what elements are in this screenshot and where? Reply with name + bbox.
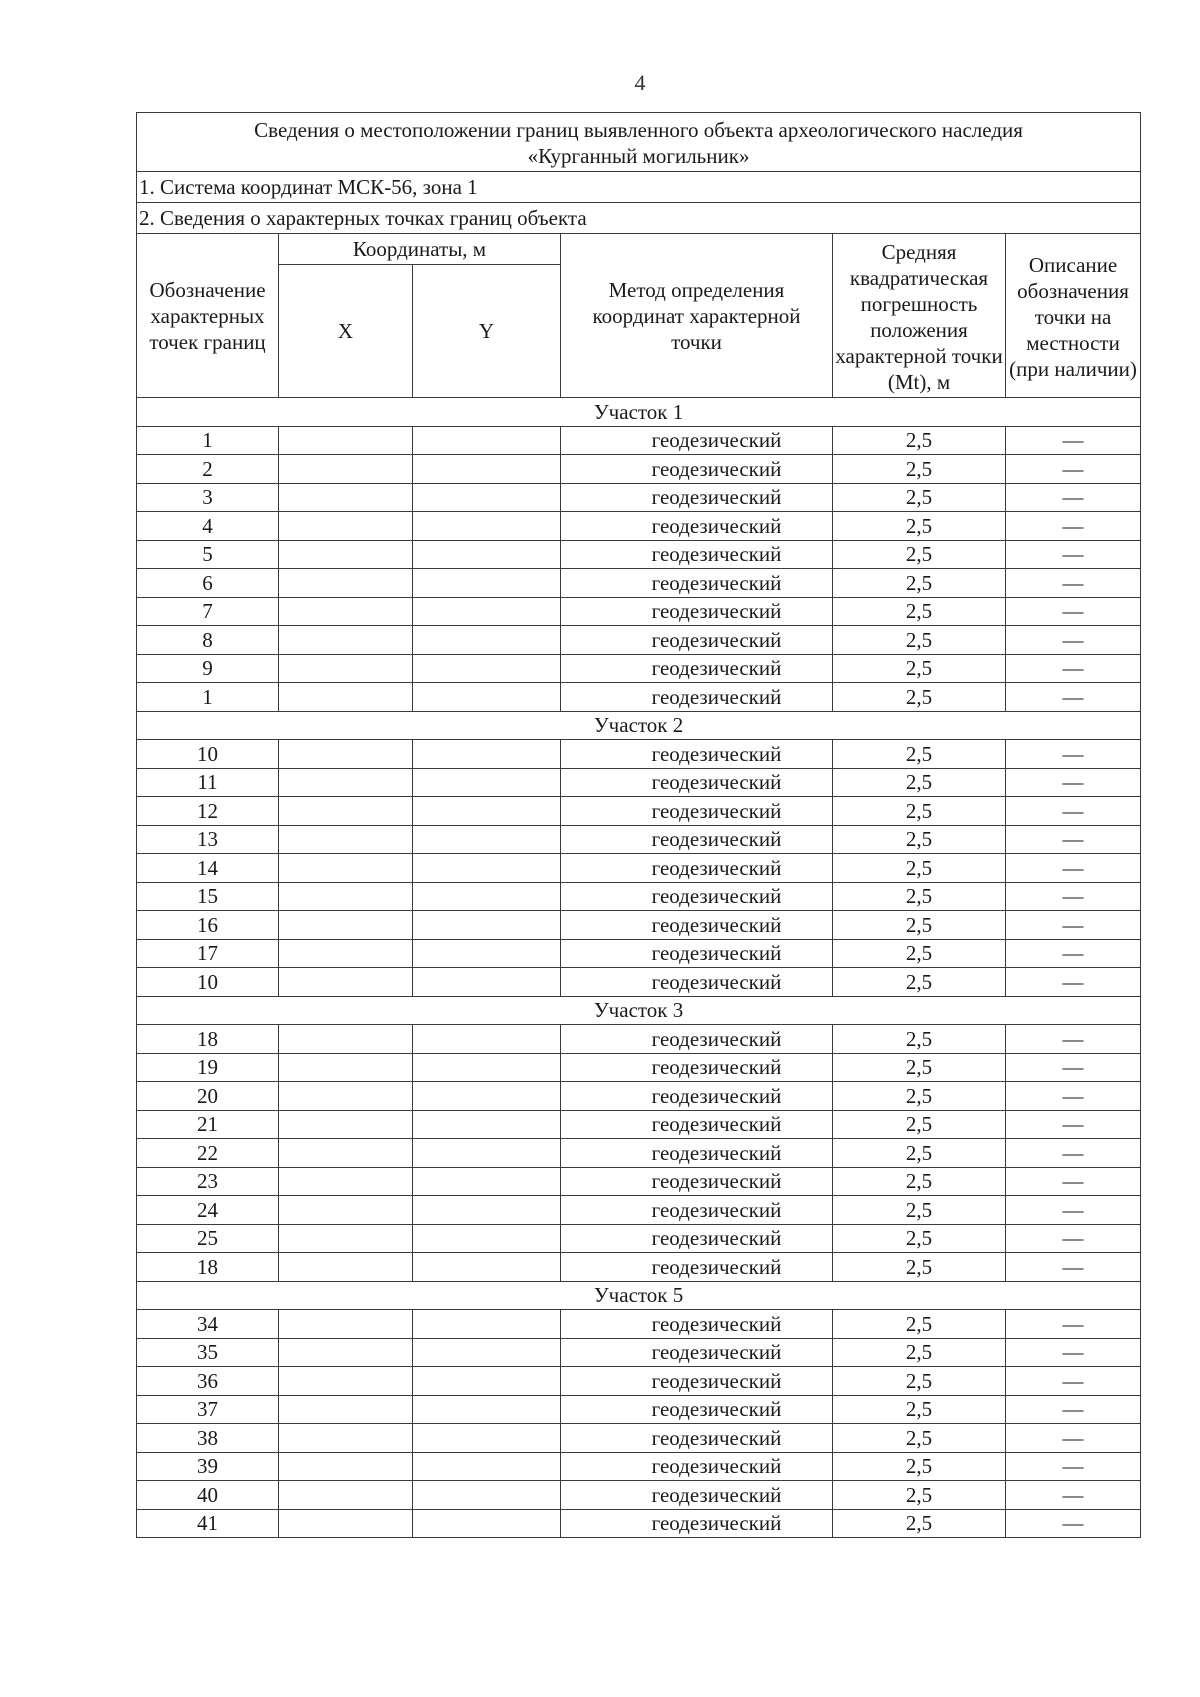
x-coordinate-cell [279,882,413,911]
description-cell: — [1006,512,1141,541]
x-coordinate-cell [279,1196,413,1225]
document-title-line1: Сведения о местоположении границ выявленного объекта археологического наследия [254,118,1023,142]
x-coordinate-cell [279,683,413,712]
accuracy-cell: 2,5 [833,1395,1006,1424]
point-number-cell: 24 [137,1196,279,1225]
y-coordinate-cell [413,854,561,883]
x-coordinate-cell [279,825,413,854]
method-cell: геодезический [561,740,833,769]
method-cell: геодезический [561,654,833,683]
y-coordinate-cell [413,797,561,826]
point-number-cell: 10 [137,968,279,997]
accuracy-cell: 2,5 [833,1509,1006,1538]
accuracy-cell: 2,5 [833,1139,1006,1168]
accuracy-cell: 2,5 [833,569,1006,598]
description-cell: — [1006,1139,1141,1168]
method-cell: геодезический [561,854,833,883]
accuracy-cell: 2,5 [833,1338,1006,1367]
table-row [137,455,1141,484]
y-coordinate-cell [413,1139,561,1168]
point-number-cell: 35 [137,1338,279,1367]
accuracy-cell: 2,5 [833,911,1006,940]
description-cell: — [1006,968,1141,997]
y-coordinate-cell [413,512,561,541]
table-row [137,1053,1141,1082]
x-coordinate-cell [279,1025,413,1054]
description-cell: — [1006,740,1141,769]
table-row [137,626,1141,655]
section-label: Участок 3 [137,996,1141,1025]
accuracy-cell: 2,5 [833,1167,1006,1196]
accuracy-cell: 2,5 [833,483,1006,512]
accuracy-cell: 2,5 [833,1110,1006,1139]
method-cell: геодезический [561,1253,833,1282]
table-row [137,968,1141,997]
x-coordinate-cell [279,626,413,655]
point-number-cell: 25 [137,1224,279,1253]
accuracy-cell: 2,5 [833,1481,1006,1510]
method-cell: геодезический [561,939,833,968]
coordinate-system: 1. Система координат МСК-56, зона 1 [137,172,1141,203]
header-y: Y [413,265,561,398]
y-coordinate-cell [413,597,561,626]
accuracy-cell: 2,5 [833,597,1006,626]
point-number-cell: 1 [137,426,279,455]
point-number-cell: 19 [137,1053,279,1082]
point-number-cell: 16 [137,911,279,940]
method-cell: геодезический [561,882,833,911]
description-cell: — [1006,1253,1141,1282]
x-coordinate-cell [279,455,413,484]
point-number-cell: 5 [137,540,279,569]
y-coordinate-cell [413,911,561,940]
accuracy-cell: 2,5 [833,768,1006,797]
method-cell: геодезический [561,1481,833,1510]
point-number-cell: 2 [137,455,279,484]
description-cell: — [1006,1167,1141,1196]
x-coordinate-cell [279,939,413,968]
method-cell: геодезический [561,825,833,854]
table-row [137,1424,1141,1453]
accuracy-cell: 2,5 [833,683,1006,712]
y-coordinate-cell [413,1110,561,1139]
point-number-cell: 22 [137,1139,279,1168]
description-cell: — [1006,1338,1141,1367]
x-coordinate-cell [279,1481,413,1510]
point-number-cell: 3 [137,483,279,512]
y-coordinate-cell [413,1053,561,1082]
method-cell: геодезический [561,1452,833,1481]
point-number-cell: 13 [137,825,279,854]
point-number-cell: 12 [137,797,279,826]
point-number-cell: 10 [137,740,279,769]
header-method: Метод определения координат характерной точки [561,234,833,398]
method-cell: геодезический [561,797,833,826]
table-row [137,683,1141,712]
description-cell: — [1006,455,1141,484]
description-cell: — [1006,882,1141,911]
accuracy-cell: 2,5 [833,797,1006,826]
section-row [137,711,1141,740]
method-cell: геодезический [561,626,833,655]
y-coordinate-cell [413,1424,561,1453]
section-label: Участок 5 [137,1281,1141,1310]
accuracy-cell: 2,5 [833,1224,1006,1253]
x-coordinate-cell [279,1167,413,1196]
description-cell: — [1006,1424,1141,1453]
method-cell: геодезический [561,1196,833,1225]
header-description: Описание обозначения точки на местности (при наличии) [1006,234,1141,398]
point-number-cell: 41 [137,1509,279,1538]
point-number-cell: 1 [137,683,279,712]
x-coordinate-cell [279,1224,413,1253]
description-cell: — [1006,1110,1141,1139]
table-row [137,1139,1141,1168]
point-number-cell: 18 [137,1253,279,1282]
table-row [137,597,1141,626]
x-coordinate-cell [279,1082,413,1111]
page-number: 4 [634,70,646,95]
method-cell: геодезический [561,1509,833,1538]
method-cell: геодезический [561,1367,833,1396]
x-coordinate-cell [279,540,413,569]
point-number-cell: 21 [137,1110,279,1139]
x-coordinate-cell [279,1367,413,1396]
table-row [137,1367,1141,1396]
y-coordinate-cell [413,654,561,683]
table-row [137,1025,1141,1054]
point-number-cell: 14 [137,854,279,883]
x-coordinate-cell [279,854,413,883]
point-number-cell: 34 [137,1310,279,1339]
point-number-cell: 37 [137,1395,279,1424]
y-coordinate-cell [413,1224,561,1253]
table-row [137,483,1141,512]
table-row [137,512,1141,541]
accuracy-cell: 2,5 [833,1196,1006,1225]
description-cell: — [1006,797,1141,826]
description-cell: — [1006,483,1141,512]
table-row [137,1338,1141,1367]
y-coordinate-cell [413,1253,561,1282]
table-row [137,939,1141,968]
accuracy-cell: 2,5 [833,1082,1006,1111]
x-coordinate-cell [279,1053,413,1082]
method-cell: геодезический [561,1025,833,1054]
document-title [137,113,1141,172]
x-coordinate-cell [279,483,413,512]
description-cell: — [1006,1196,1141,1225]
y-coordinate-cell [413,968,561,997]
description-cell: — [1006,1224,1141,1253]
table-row [137,1395,1141,1424]
accuracy-cell: 2,5 [833,512,1006,541]
section-row [137,398,1141,427]
point-number-cell: 9 [137,654,279,683]
point-number-cell: 38 [137,1424,279,1453]
x-coordinate-cell [279,1110,413,1139]
point-number-cell: 15 [137,882,279,911]
point-number-cell: 17 [137,939,279,968]
accuracy-cell: 2,5 [833,1452,1006,1481]
description-cell: — [1006,1082,1141,1111]
method-cell: геодезический [561,1395,833,1424]
point-number-cell: 8 [137,626,279,655]
section-row [137,1281,1141,1310]
method-cell: геодезический [561,597,833,626]
table-row [137,654,1141,683]
description-cell: — [1006,1053,1141,1082]
method-cell: геодезический [561,1167,833,1196]
x-coordinate-cell [279,1253,413,1282]
description-cell: — [1006,1367,1141,1396]
description-cell: — [1006,1310,1141,1339]
description-cell: — [1006,683,1141,712]
y-coordinate-cell [413,882,561,911]
description-cell: — [1006,626,1141,655]
accuracy-cell: 2,5 [833,626,1006,655]
method-cell: геодезический [561,1082,833,1111]
description-cell: — [1006,1025,1141,1054]
description-cell: — [1006,1395,1141,1424]
description-cell: — [1006,825,1141,854]
description-cell: — [1006,1481,1141,1510]
y-coordinate-cell [413,1310,561,1339]
table-row [137,1310,1141,1339]
table-row [137,740,1141,769]
method-cell: геодезический [561,512,833,541]
accuracy-cell: 2,5 [833,540,1006,569]
point-number-cell: 18 [137,1025,279,1054]
table-row [137,797,1141,826]
x-coordinate-cell [279,1424,413,1453]
section-label: Участок 2 [137,711,1141,740]
accuracy-cell: 2,5 [833,939,1006,968]
method-cell: геодезический [561,968,833,997]
table-row [137,1224,1141,1253]
accuracy-cell: 2,5 [833,968,1006,997]
table-row [137,1253,1141,1282]
table-row [137,825,1141,854]
method-cell: геодезический [561,911,833,940]
accuracy-cell: 2,5 [833,1367,1006,1396]
y-coordinate-cell [413,683,561,712]
header-x: X [279,265,413,398]
y-coordinate-cell [413,455,561,484]
x-coordinate-cell [279,597,413,626]
document-title-line2: «Курганный могильник» [527,144,750,168]
description-cell: — [1006,939,1141,968]
x-coordinate-cell [279,968,413,997]
y-coordinate-cell [413,1367,561,1396]
method-cell: геодезический [561,455,833,484]
description-cell: — [1006,426,1141,455]
method-cell: геодезический [561,1139,833,1168]
method-cell: геодезический [561,540,833,569]
table-row [137,768,1141,797]
description-cell: — [1006,911,1141,940]
header-accuracy: Средняя квадратическая погрешность положения характерной точки (Mt), м [833,234,1006,398]
x-coordinate-cell [279,768,413,797]
point-number-cell: 6 [137,569,279,598]
y-coordinate-cell [413,426,561,455]
y-coordinate-cell [413,1338,561,1367]
method-cell: геодезический [561,768,833,797]
table-row [137,1110,1141,1139]
x-coordinate-cell [279,1509,413,1538]
y-coordinate-cell [413,1481,561,1510]
point-number-cell: 11 [137,768,279,797]
method-cell: геодезический [561,1053,833,1082]
point-number-cell: 20 [137,1082,279,1111]
accuracy-cell: 2,5 [833,1053,1006,1082]
y-coordinate-cell [413,768,561,797]
x-coordinate-cell [279,1395,413,1424]
table-row [137,1196,1141,1225]
accuracy-cell: 2,5 [833,455,1006,484]
accuracy-cell: 2,5 [833,1253,1006,1282]
table-row [137,1452,1141,1481]
accuracy-cell: 2,5 [833,426,1006,455]
table-row [137,854,1141,883]
x-coordinate-cell [279,654,413,683]
y-coordinate-cell [413,1509,561,1538]
description-cell: — [1006,854,1141,883]
y-coordinate-cell [413,1082,561,1111]
method-cell: геодезический [561,1110,833,1139]
table-row [137,1481,1141,1510]
accuracy-cell: 2,5 [833,1424,1006,1453]
x-coordinate-cell [279,512,413,541]
x-coordinate-cell [279,1338,413,1367]
table-row [137,882,1141,911]
table-row [137,1509,1141,1538]
table-row [137,1167,1141,1196]
description-cell: — [1006,768,1141,797]
x-coordinate-cell [279,740,413,769]
point-number-cell: 39 [137,1452,279,1481]
point-number-cell: 23 [137,1167,279,1196]
accuracy-cell: 2,5 [833,825,1006,854]
accuracy-cell: 2,5 [833,882,1006,911]
table-row [137,911,1141,940]
point-number-cell: 4 [137,512,279,541]
description-cell: — [1006,540,1141,569]
y-coordinate-cell [413,483,561,512]
x-coordinate-cell [279,1452,413,1481]
header-point-designation: Обозначение характерных точек границ [137,234,279,398]
table-row [137,1082,1141,1111]
description-cell: — [1006,1452,1141,1481]
accuracy-cell: 2,5 [833,654,1006,683]
point-number-cell: 36 [137,1367,279,1396]
section-row [137,996,1141,1025]
x-coordinate-cell [279,426,413,455]
y-coordinate-cell [413,1025,561,1054]
x-coordinate-cell [279,1139,413,1168]
y-coordinate-cell [413,1452,561,1481]
y-coordinate-cell [413,740,561,769]
method-cell: геодезический [561,683,833,712]
description-cell: — [1006,597,1141,626]
y-coordinate-cell [413,1196,561,1225]
y-coordinate-cell [413,1167,561,1196]
y-coordinate-cell [413,825,561,854]
y-coordinate-cell [413,1395,561,1424]
method-cell: геодезический [561,1310,833,1339]
x-coordinate-cell [279,797,413,826]
x-coordinate-cell [279,569,413,598]
table-body [137,398,1141,1538]
boundary-points-table [136,112,1141,1538]
x-coordinate-cell [279,1310,413,1339]
point-number-cell: 7 [137,597,279,626]
accuracy-cell: 2,5 [833,854,1006,883]
method-cell: геодезический [561,1338,833,1367]
y-coordinate-cell [413,626,561,655]
description-cell: — [1006,1509,1141,1538]
description-cell: — [1006,569,1141,598]
description-cell: — [1006,654,1141,683]
y-coordinate-cell [413,540,561,569]
y-coordinate-cell [413,569,561,598]
table-row [137,569,1141,598]
method-cell: геодезический [561,1424,833,1453]
point-number-cell: 40 [137,1481,279,1510]
method-cell: геодезический [561,1224,833,1253]
x-coordinate-cell [279,911,413,940]
accuracy-cell: 2,5 [833,1310,1006,1339]
table-row [137,426,1141,455]
accuracy-cell: 2,5 [833,1025,1006,1054]
method-cell: геодезический [561,483,833,512]
method-cell: геодезический [561,426,833,455]
y-coordinate-cell [413,939,561,968]
points-info-heading: 2. Сведения о характерных точках границ объекта [137,203,1141,234]
accuracy-cell: 2,5 [833,740,1006,769]
header-coordinates: Координаты, м [279,234,561,265]
section-label: Участок 1 [137,398,1141,427]
table-row [137,540,1141,569]
method-cell: геодезический [561,569,833,598]
